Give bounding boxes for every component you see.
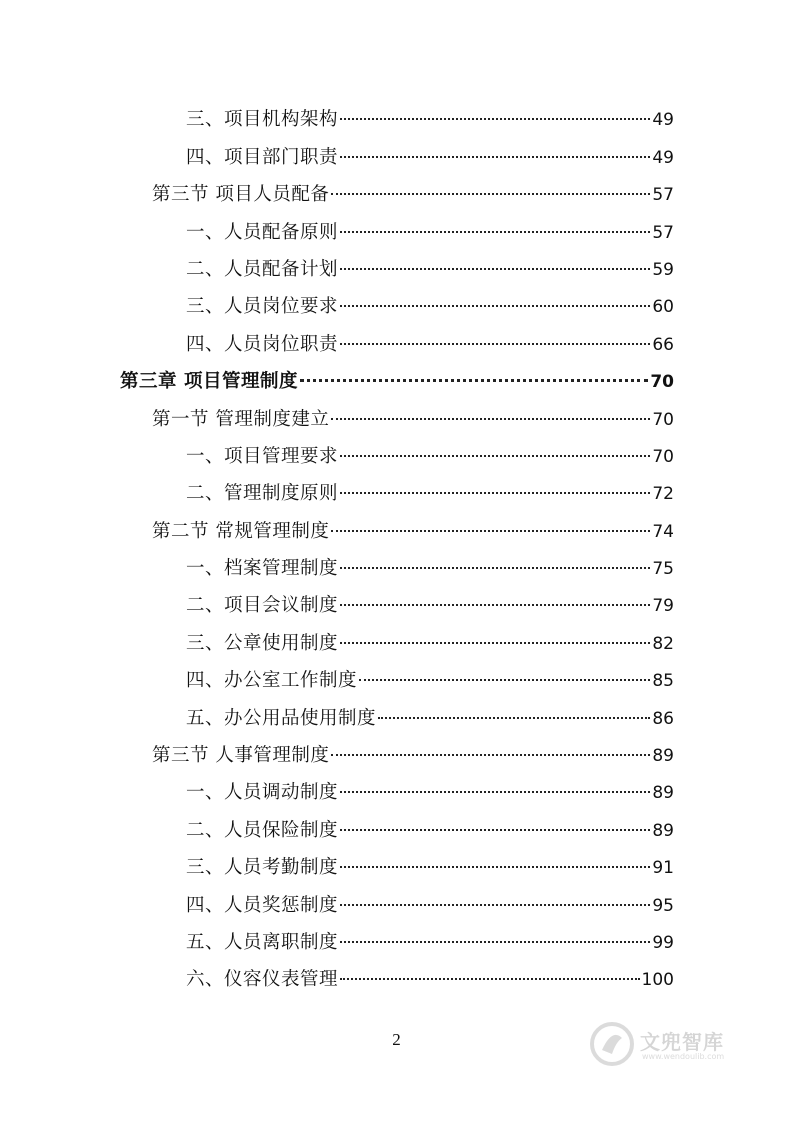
toc-dot-leader (359, 679, 650, 681)
toc-entry-title: 第三节 项目人员配备 (152, 184, 330, 206)
toc-entry-item[interactable] (0, 848, 793, 885)
toc-dot-leader (340, 343, 650, 345)
toc-entry-page: 72 (652, 484, 674, 505)
toc-entry-page: 70 (652, 446, 674, 467)
toc-entry-title: 第二节 常规管理制度 (152, 520, 330, 542)
toc-entry-page: 57 (652, 222, 674, 243)
toc-entry-page: 86 (652, 708, 674, 729)
toc-entry-item[interactable] (0, 549, 793, 586)
toc-entry-page: 60 (652, 297, 674, 318)
toc-dot-leader (340, 829, 650, 831)
toc-dot-leader (340, 604, 650, 606)
toc-dot-leader (340, 904, 650, 906)
toc-dot-leader (340, 305, 650, 307)
toc-dot-leader (340, 156, 650, 158)
toc-entry-item[interactable] (0, 623, 793, 660)
toc-entry-title: 第三章 项目管理制度 (120, 371, 298, 393)
toc-entry-item[interactable] (0, 212, 793, 249)
watermark-logo (588, 1020, 768, 1070)
toc-entry-item[interactable] (0, 960, 793, 997)
toc-entry-page: 89 (652, 783, 674, 804)
toc-dot-leader (340, 492, 650, 494)
toc-entry-title: 一、人员调动制度 (186, 782, 339, 804)
toc-entry-item[interactable] (0, 324, 793, 361)
toc-entry-title: 第一节 管理制度建立 (152, 408, 330, 430)
toc-entry-title: 二、管理制度原则 (186, 483, 339, 505)
toc-entry-item[interactable] (0, 810, 793, 847)
toc-entry-page: 91 (652, 858, 674, 879)
toc-entry-item[interactable] (0, 923, 793, 960)
toc-entry-item[interactable] (0, 250, 793, 287)
toc-entry-item[interactable] (0, 661, 793, 698)
page-number: 2 (392, 1030, 401, 1049)
toc-dot-leader (340, 455, 650, 457)
toc-dot-leader (331, 418, 650, 420)
toc-dot-leader (340, 791, 650, 793)
toc-entry-title: 二、项目会议制度 (186, 595, 339, 617)
toc-entry-item[interactable] (0, 137, 793, 174)
toc-entry-title: 三、人员岗位要求 (186, 296, 339, 318)
toc-entry-title: 五、人员离职制度 (186, 931, 339, 953)
toc-entry-title: 六、仪容仪表管理 (186, 969, 339, 991)
toc-dot-leader (331, 530, 650, 532)
toc-entry-title: 三、人员考勤制度 (186, 857, 339, 879)
table-of-contents (0, 100, 793, 997)
toc-entry-chapter[interactable] (0, 362, 793, 399)
toc-entry-page: 89 (652, 746, 674, 767)
toc-dot-leader (340, 978, 640, 980)
toc-entry-page: 82 (652, 633, 674, 654)
toc-dot-leader (340, 118, 650, 120)
toc-entry-section[interactable] (0, 399, 793, 436)
toc-entry-title: 五、办公用品使用制度 (186, 707, 377, 729)
toc-entry-title: 四、办公室工作制度 (186, 670, 358, 692)
toc-dot-leader (340, 866, 650, 868)
toc-entry-page: 79 (652, 596, 674, 617)
toc-entry-item[interactable] (0, 773, 793, 810)
toc-entry-page: 99 (652, 932, 674, 953)
toc-dot-leader (340, 268, 650, 270)
toc-entry-title: 三、项目机构架构 (186, 109, 339, 131)
toc-entry-item[interactable] (0, 698, 793, 735)
toc-entry-section[interactable] (0, 736, 793, 773)
toc-entry-title: 四、人员奖惩制度 (186, 894, 339, 916)
toc-entry-item[interactable] (0, 885, 793, 922)
toc-dot-leader (340, 941, 650, 943)
toc-dot-leader (340, 642, 650, 644)
toc-dot-leader (331, 193, 650, 195)
toc-entry-section[interactable] (0, 511, 793, 548)
toc-entry-title: 二、人员保险制度 (186, 819, 339, 841)
toc-entry-title: 四、项目部门职责 (186, 146, 339, 168)
toc-entry-title: 第三节 人事管理制度 (152, 745, 330, 767)
toc-entry-title: 一、人员配备原则 (186, 221, 339, 243)
toc-dot-leader (340, 231, 650, 233)
toc-entry-page: 66 (652, 334, 674, 355)
toc-entry-item[interactable] (0, 586, 793, 623)
toc-entry-page: 59 (652, 259, 674, 280)
toc-entry-title: 一、档案管理制度 (186, 558, 339, 580)
toc-entry-page: 100 (641, 970, 674, 991)
toc-entry-page: 49 (652, 110, 674, 131)
toc-dot-leader (331, 754, 650, 756)
toc-dot-leader (340, 567, 650, 569)
toc-entry-page: 75 (652, 559, 674, 580)
toc-entry-page: 89 (652, 820, 674, 841)
toc-entry-page: 57 (652, 185, 674, 206)
toc-dot-leader (378, 717, 650, 719)
toc-entry-title: 三、公章使用制度 (186, 632, 339, 654)
toc-entry-page: 74 (652, 521, 674, 542)
toc-entry-title: 一、项目管理要求 (186, 445, 339, 467)
toc-entry-item[interactable] (0, 437, 793, 474)
toc-entry-page: 70 (652, 409, 674, 430)
toc-entry-section[interactable] (0, 175, 793, 212)
toc-entry-page: 49 (652, 147, 674, 168)
toc-entry-item[interactable] (0, 474, 793, 511)
watermark-text: 文兜智库 (640, 1030, 724, 1054)
toc-entry-title: 四、人员岗位职责 (186, 333, 339, 355)
watermark-icon (588, 1020, 636, 1068)
toc-entry-title: 二、人员配备计划 (186, 258, 339, 280)
toc-dot-leader (300, 379, 648, 382)
toc-entry-item[interactable] (0, 287, 793, 324)
toc-entry-page: 95 (652, 895, 674, 916)
watermark-url: www.wendoulib.com (642, 1052, 725, 1061)
toc-entry-page: 85 (652, 671, 674, 692)
toc-entry-page: 70 (650, 372, 674, 393)
toc-entry-item[interactable] (0, 100, 793, 137)
